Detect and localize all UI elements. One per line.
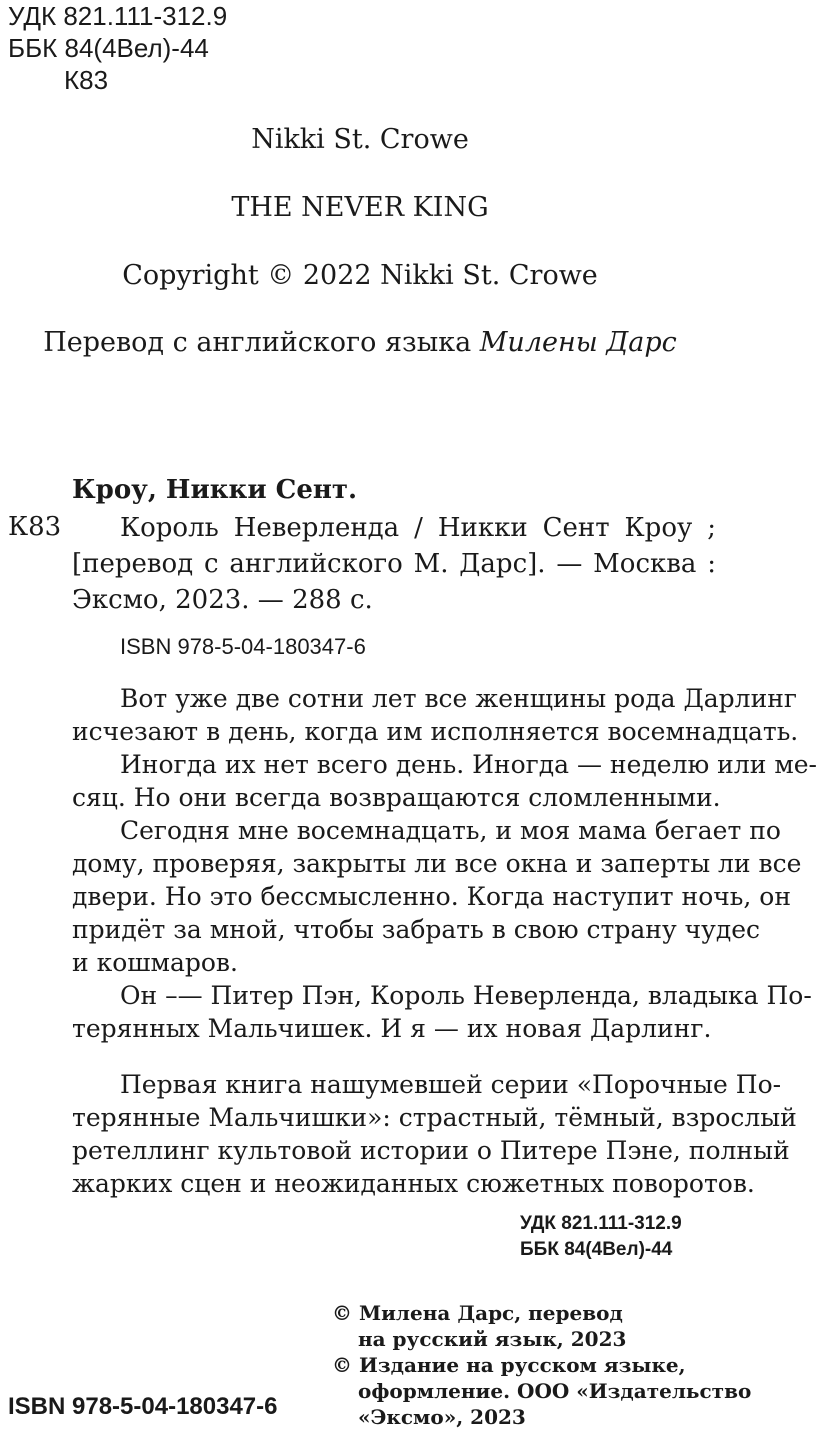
original-author: Nikki St. Crowe — [251, 124, 469, 155]
copyright-translation: © Милена Дарс, перевод — [332, 1301, 623, 1325]
copyright-edition: оформление. ООО «Издательство — [358, 1379, 752, 1403]
series-note-line: Первая книга нашумевшей серии «Порочные По- — [120, 1070, 782, 1099]
catalog-line: [перевод с английского М. Дарс]. — Москва : — [72, 549, 716, 579]
copyright-edition: © Издание на русском языке, — [332, 1353, 686, 1377]
classification-bottom — [520, 1211, 682, 1263]
catalog-line: Король Неверленда / Никки Сент Кроу ; — [120, 513, 716, 543]
classification-top — [8, 0, 227, 96]
original-title: THE NEVER KING — [231, 192, 489, 223]
annotation-line: дому, проверяя, закрыты ли все окна и заперты ли все — [72, 849, 802, 878]
annotation-line: придёт за мной, чтобы забрать в свою страну чудес — [72, 915, 761, 944]
series-note-line: терянные Мальчишки»: страстный, тёмный, взрослый — [72, 1103, 797, 1132]
isbn-bottom: ISBN 978-5-04-180347-6 — [8, 1393, 278, 1420]
annotation-line: терянных Мальчишек. И я — их новая Дарлинг. — [72, 1014, 712, 1043]
translator-name: Милены Дарс — [479, 327, 677, 358]
series-note-line: ретеллинг культовой истории о Питере Пэне, полный — [72, 1136, 790, 1165]
annotation-line: Он –— Питер Пэн, Король Неверленда, владыка По- — [120, 981, 812, 1010]
bbk-code-bottom: ББК 84(4Вел)-44 — [520, 1239, 673, 1260]
annotation-line: Вот уже две сотни лет все женщины рода Дарлинг — [120, 684, 797, 713]
annotation-line: сяц. Но они всегда возвращаются сломленными. — [72, 783, 721, 812]
copyright-edition: «Эксмо», 2023 — [358, 1405, 526, 1429]
annotation-line: двери. Но это бессмысленно. Когда наступит ночь, он — [72, 882, 792, 911]
translation-credit — [0, 327, 720, 358]
catalog-heading: Кроу, Никки Сент. — [72, 475, 358, 505]
bbk-code: ББК 84(4Вел)-44 — [8, 33, 209, 63]
annotation-line: Иногда их нет всего день. Иногда — неделю или ме- — [120, 750, 817, 779]
annotation-line: и кошмаров. — [72, 948, 238, 977]
annotation-line: исчезают в день, когда им исполняется восемнадцать. — [72, 717, 799, 746]
catalog-line: Эксмо, 2023. — 288 с. — [72, 585, 373, 615]
copyright-notices — [332, 1300, 751, 1430]
translation-prefix: Перевод с английского языка — [43, 327, 472, 358]
author-mark: К83 — [64, 65, 109, 95]
udk-code: УДК 821.111-312.9 — [8, 1, 228, 31]
udk-code-bottom: УДК 821.111-312.9 — [520, 1213, 682, 1234]
series-note-line: жарких сцен и неожиданных сюжетных поворотов. — [72, 1169, 755, 1198]
copyright-line: Copyright © 2022 Nikki St. Crowe — [122, 260, 598, 291]
annotation-line: Сегодня мне восемнадцать, и моя мама бегает по — [120, 816, 781, 845]
catalog-mark: К83 — [8, 512, 62, 542]
copyright-translation: на русский язык, 2023 — [358, 1327, 627, 1351]
catalog-isbn: ISBN 978-5-04-180347-6 — [120, 634, 366, 659]
